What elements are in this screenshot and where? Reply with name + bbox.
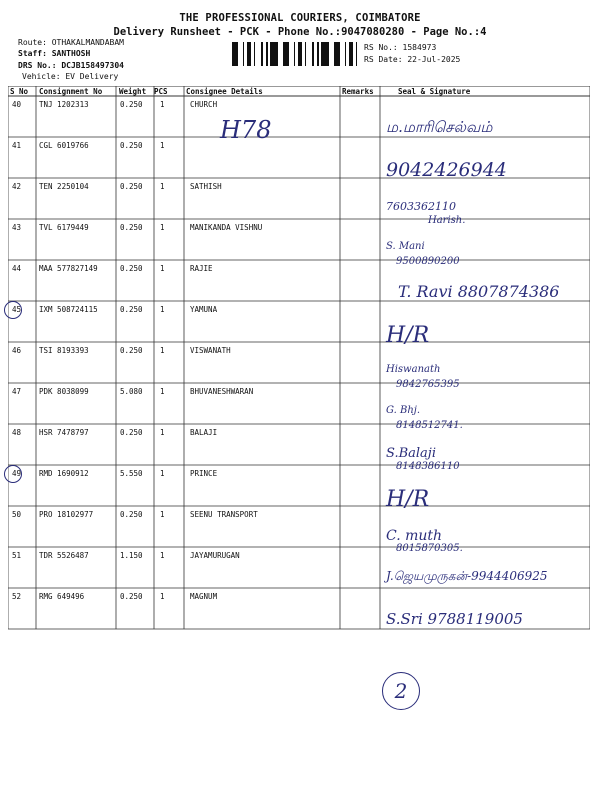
- cell-weight: 0.250: [120, 264, 143, 273]
- circled-serial-mark: [4, 301, 22, 319]
- cell-weight: 1.150: [120, 551, 143, 560]
- column-header-sno: S No: [10, 87, 29, 96]
- handwritten-signature: G. Bhj.: [386, 405, 421, 416]
- drs-value: DCJB158497304: [61, 61, 124, 70]
- route-value: OTHAKALMANDABAM: [51, 38, 124, 47]
- cell-pcs: 1: [160, 469, 165, 478]
- cell-consignment: RMG 649496: [39, 592, 85, 601]
- cell-weight: 0.250: [120, 428, 143, 437]
- handwritten-signature: S.Sri 9788119005: [386, 610, 523, 628]
- handwritten-note: 8148386110: [396, 461, 460, 472]
- rs-date-line: [364, 55, 460, 65]
- cell-sno: 40: [12, 100, 22, 109]
- cell-consignment: HSR 7478797: [39, 428, 89, 437]
- cell-weight: 5.080: [120, 387, 143, 396]
- route-line: [18, 38, 124, 48]
- column-header-consignee: Consignee Details: [186, 87, 263, 96]
- handwritten-signature: T. Ravi 8807874386: [398, 282, 560, 301]
- cell-pcs: 1: [160, 100, 165, 109]
- cell-consignment: TVL 6179449: [39, 223, 89, 232]
- circled-serial-mark: [4, 465, 22, 483]
- handwritten-signature: 7603362110: [386, 200, 456, 213]
- cell-consignment: PDK 8038099: [39, 387, 89, 396]
- cell-pcs: 1: [160, 264, 165, 273]
- column-header-remarks: Remarks: [342, 87, 374, 96]
- cell-consignment: PRO 18102977: [39, 510, 94, 519]
- handwritten-note: 9500890200: [396, 256, 460, 267]
- cell-sno: 46: [12, 346, 22, 355]
- vehicle-label: Vehicle:: [22, 72, 61, 81]
- cell-weight: 0.250: [120, 346, 143, 355]
- column-header-weight: Weight: [119, 87, 147, 96]
- column-header-seal: Seal & Signature: [398, 87, 471, 96]
- cell-weight: 0.250: [120, 305, 143, 314]
- handwritten-signature: Hiswanath: [386, 364, 441, 375]
- page-circle-stamp: 2: [382, 672, 420, 710]
- runsheet-subtitle: Delivery Runsheet - PCK - Phone No.:9047080280 - Page No.:4: [113, 26, 487, 38]
- cell-pcs: 1: [160, 428, 165, 437]
- cell-consignee: SATHISH: [190, 182, 222, 191]
- cell-consignment: MAA 577827149: [39, 264, 98, 273]
- handwritten-note: 8015870305.: [396, 543, 463, 554]
- cell-consignee: PRINCE: [190, 469, 218, 478]
- column-header-consignment: Consignment No: [39, 87, 103, 96]
- cell-sno: 47: [12, 387, 22, 396]
- cell-consignment: TDR 5526487: [39, 551, 89, 560]
- cell-consignee: JAYAMURUGAN: [190, 551, 240, 560]
- vehicle-value: EV Delivery: [65, 72, 119, 81]
- cell-sno: 52: [12, 592, 22, 601]
- cell-consignee: RAJIE: [190, 264, 213, 273]
- handwritten-signature: C. muth: [386, 528, 443, 544]
- rs-no-line: [364, 43, 436, 53]
- rs-no-label: RS No.:: [364, 43, 398, 52]
- cell-pcs: 1: [160, 182, 165, 191]
- handwritten-note: Harish.: [428, 215, 466, 226]
- cell-consignee: VISWANATH: [190, 346, 231, 355]
- cell-weight: 0.250: [120, 592, 143, 601]
- vehicle-line: [22, 72, 118, 82]
- handwritten-signature: J.ஜெயமுருகன்-9944406925: [386, 569, 548, 583]
- cell-weight: 0.250: [120, 141, 143, 150]
- cell-weight: 5.550: [120, 469, 143, 478]
- cell-consignment: TNJ 1202313: [39, 100, 89, 109]
- cell-consignee: YAMUNA: [190, 305, 218, 314]
- cell-consignment: TSI 8193393: [39, 346, 89, 355]
- cell-pcs: 1: [160, 510, 165, 519]
- cell-sno: 43: [12, 223, 22, 232]
- cell-weight: 0.250: [120, 100, 143, 109]
- staff-line: [18, 49, 90, 59]
- column-header-pcs: PCS: [154, 87, 168, 96]
- staff-value: SANTHOSH: [51, 49, 91, 58]
- handwritten-signature: H/R: [386, 323, 430, 348]
- handwritten-signature: 9042426944: [386, 159, 507, 181]
- cell-consignee: BALAJI: [190, 428, 218, 437]
- rs-no-value: 1584973: [402, 43, 437, 52]
- cell-pcs: 1: [160, 592, 165, 601]
- rs-date-label: RS Date:: [364, 55, 403, 64]
- cell-weight: 0.250: [120, 223, 143, 232]
- cell-consignment: RMD 1690912: [39, 469, 89, 478]
- cell-pcs: 1: [160, 346, 165, 355]
- handwritten-note: 8148512741.: [396, 420, 463, 431]
- cell-pcs: 1: [160, 387, 165, 396]
- cell-consignment: CGL 6019766: [39, 141, 89, 150]
- cell-weight: 0.250: [120, 182, 143, 191]
- runsheet-table: [8, 86, 590, 632]
- cell-consignment: IXM 508724115: [39, 305, 98, 314]
- cell-consignee: MAGNUM: [190, 592, 218, 601]
- cell-pcs: 1: [160, 551, 165, 560]
- cell-sno: 50: [12, 510, 22, 519]
- drs-label: DRS No.:: [18, 61, 57, 70]
- handwritten-note: 9842765395: [396, 379, 460, 390]
- rs-date-value: 22-Jul-2025: [407, 55, 461, 64]
- cell-sno: 49: [12, 469, 22, 478]
- drs-line: [18, 61, 124, 71]
- cell-pcs: 1: [160, 305, 165, 314]
- cell-sno: 41: [12, 141, 22, 150]
- cell-consignee: CHURCH: [190, 100, 218, 109]
- cell-pcs: 1: [160, 223, 165, 232]
- cell-sno: 45: [12, 305, 22, 314]
- cell-sno: 44: [12, 264, 22, 273]
- handwritten-signature: S.Balaji: [386, 446, 436, 461]
- cell-weight: 0.250: [120, 510, 143, 519]
- cell-sno: 51: [12, 551, 22, 560]
- company-title: THE PROFESSIONAL COURIERS, COIMBATORE: [179, 12, 421, 24]
- handwritten-signature: ம.மாரிசெல்வம்: [386, 118, 493, 136]
- barcode-icon: [232, 42, 360, 66]
- handwritten-scribble: H78: [220, 116, 272, 144]
- handwritten-signature: H/R: [386, 487, 430, 512]
- cell-sno: 42: [12, 182, 22, 191]
- cell-consignee: SEENU TRANSPORT: [190, 510, 258, 519]
- cell-consignee: BHUVANESHWARAN: [190, 387, 254, 396]
- staff-label: Staff:: [18, 49, 47, 58]
- route-label: Route:: [18, 38, 47, 47]
- cell-sno: 48: [12, 428, 22, 437]
- handwritten-signature: S. Mani: [386, 241, 425, 252]
- cell-consignment: TEN 2250104: [39, 182, 89, 191]
- cell-consignee: MANIKANDA VISHNU: [190, 223, 263, 232]
- cell-pcs: 1: [160, 141, 165, 150]
